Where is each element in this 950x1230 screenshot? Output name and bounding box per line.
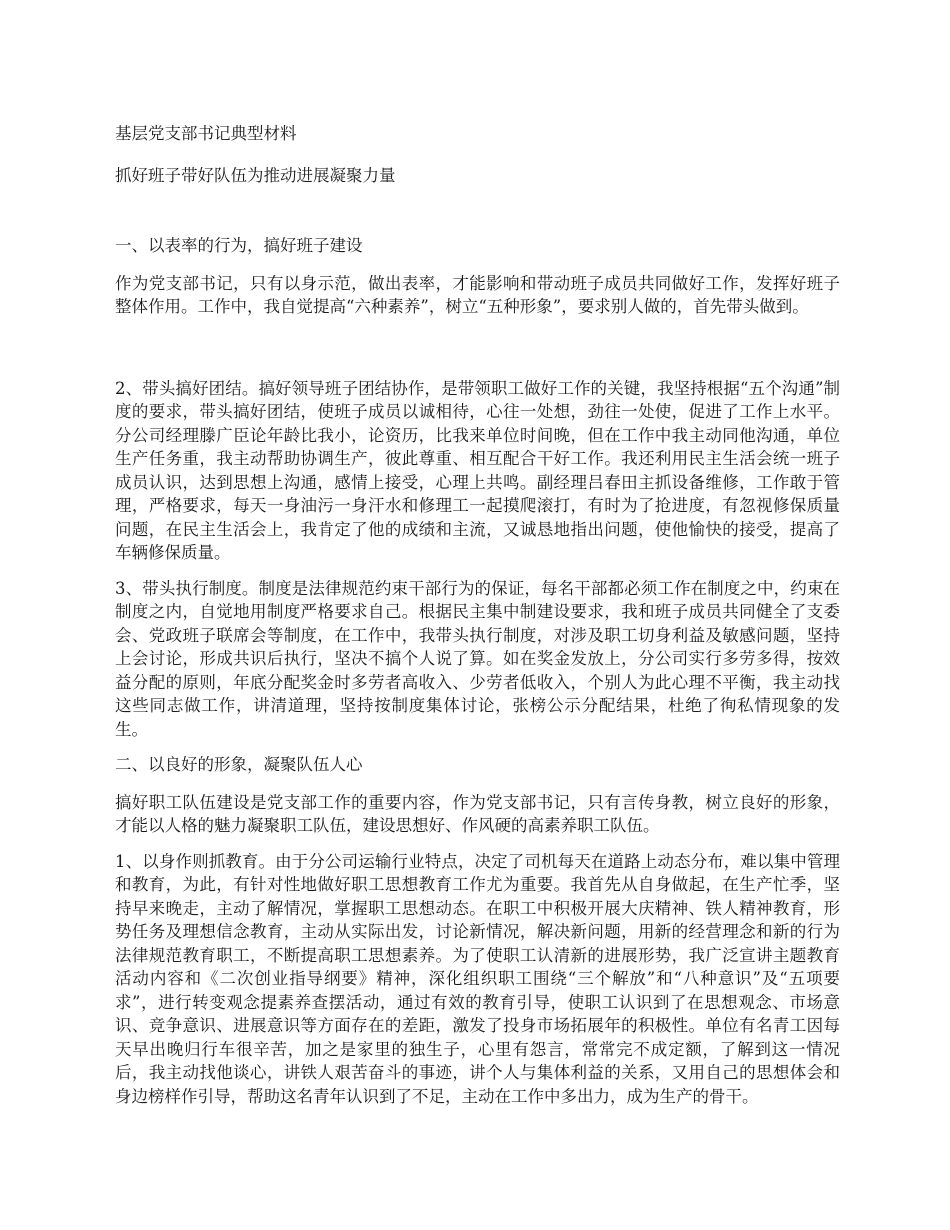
paragraph: 作为党支部书记，只有以身示范，做出表率，才能影响和带动班子成员共同做好工作，发挥好班子整体作用。工作中，我自觉提高“六种素养”，树立“五种形象”，要求别人做的，首先带头做到。 — [115, 273, 840, 316]
document-page — [115, 122, 840, 1120]
paragraph: 3、带头执行制度。制度是法律规范约束干部行为的保证，每名干部都必须工作在制度之中，约束在制度之内，自觉地用制度严格要求自己。根据民主集中制建设要求，我和班子成员共同健全了支委会、党政班子联席会等制度，在工作中，我带头执行制度，对涉及职工切身利益及敏感问题，坚持上会讨论，形成共识后执行，坚决不搞个人说了算。如在奖金发放上，分公司实行多劳多得，按效益分配的原则，年底分配奖金时多劳者高收入、少劳者低收入，个别人为此心理不平衡，我主动找这些同志做工作，讲清道理，坚持按制度集体讨论，张榜公示分配结果，杜绝了徇私情现象的发生。 — [115, 578, 840, 739]
document-title: 基层党支部书记典型材料 — [115, 124, 297, 143]
section-heading-2: 二、以良好的形象，凝聚队伍人心 — [115, 755, 363, 774]
paragraph: 2、带头搞好团结。搞好领导班子团结协作，是带领职工做好工作的关键，我坚持根据“五个沟通”制度的要求，带头搞好团结，使班子成员以诚相待，心往一处想，劲往一处使，促进了工作上水平。分公司经理滕广臣论年龄比我小，论资历，比我来单位时间晚，但在工作中我主动同他沟通，单位生产任务重，我主动帮助协调生产，彼此尊重、相互配合干好工作。我还利用民主生活会统一班子成员认识，达到思想上沟通，感情上接受，心理上共鸣。副经理吕春田主抓设备维修，工作敢于管理，严格要求，每天一身油污一身汗水和修理工一起摸爬滚打，有时为了抢进度，有忽视修保质量问题，在民主生活会上，我肯定了他的成绩和主流，又诚恳地指出问题，使他愉快的接受，提高了车辆修保质量。 — [115, 378, 840, 562]
paragraph: 搞好职工队伍建设是党支部工作的重要内容，作为党支部书记，只有言传身教，树立良好的形象，才能以人格的魅力凝聚职工队伍，建设思想好、作风硬的高素养职工队伍。 — [115, 792, 840, 835]
section-heading-1: 一、以表率的行为，搞好班子建设 — [115, 236, 363, 255]
document-subtitle: 抓好班子带好队伍为推动进展凝聚力量 — [115, 165, 396, 185]
paragraph: 1、以身作则抓教育。由于分公司运输行业特点，决定了司机每天在道路上动态分布，难以集中管理和教育，为此，有针对性地做好职工思想教育工作尤为重要。我首先从自身做起，在生产忙季，坚持早来晚走，主动了解情况，掌握职工思想动态。在职工中积极开展大庆精神、铁人精神教育，形势任务及理想信念教育，主动从实际出发，讨论新情况，解决新问题，用新的经营理念和新的行为法律规范教育职工，不断提高职工思想素养。为了使职工认清新的进展形势，我广泛宣讲主题教育活动内容和《二次创业指导纲要》精神，深化组织职工围绕“三个解放”和“八种意识”及“五项要求”，进行转变观念提素养查摆活动，通过有效的教育引导，使职工认识到了在思想观念、市场意识、竞争意识、进展意识等方面存在的差距，激发了投身市场拓展年的积极性。单位有名青工因每天早出晚归行车很辛苦，加之是家里的独生子，心里有怨言，常常完不成定额，了解到这一情况后，我主动找他谈心，讲铁人艰苦奋斗的事迹，讲个人与集体利益的关系，又用自己的思想体会和身边榜样作引导，帮助这名青年认识到了不足，主动在工作中多出力，成为生产的骨干。 — [115, 851, 840, 1106]
